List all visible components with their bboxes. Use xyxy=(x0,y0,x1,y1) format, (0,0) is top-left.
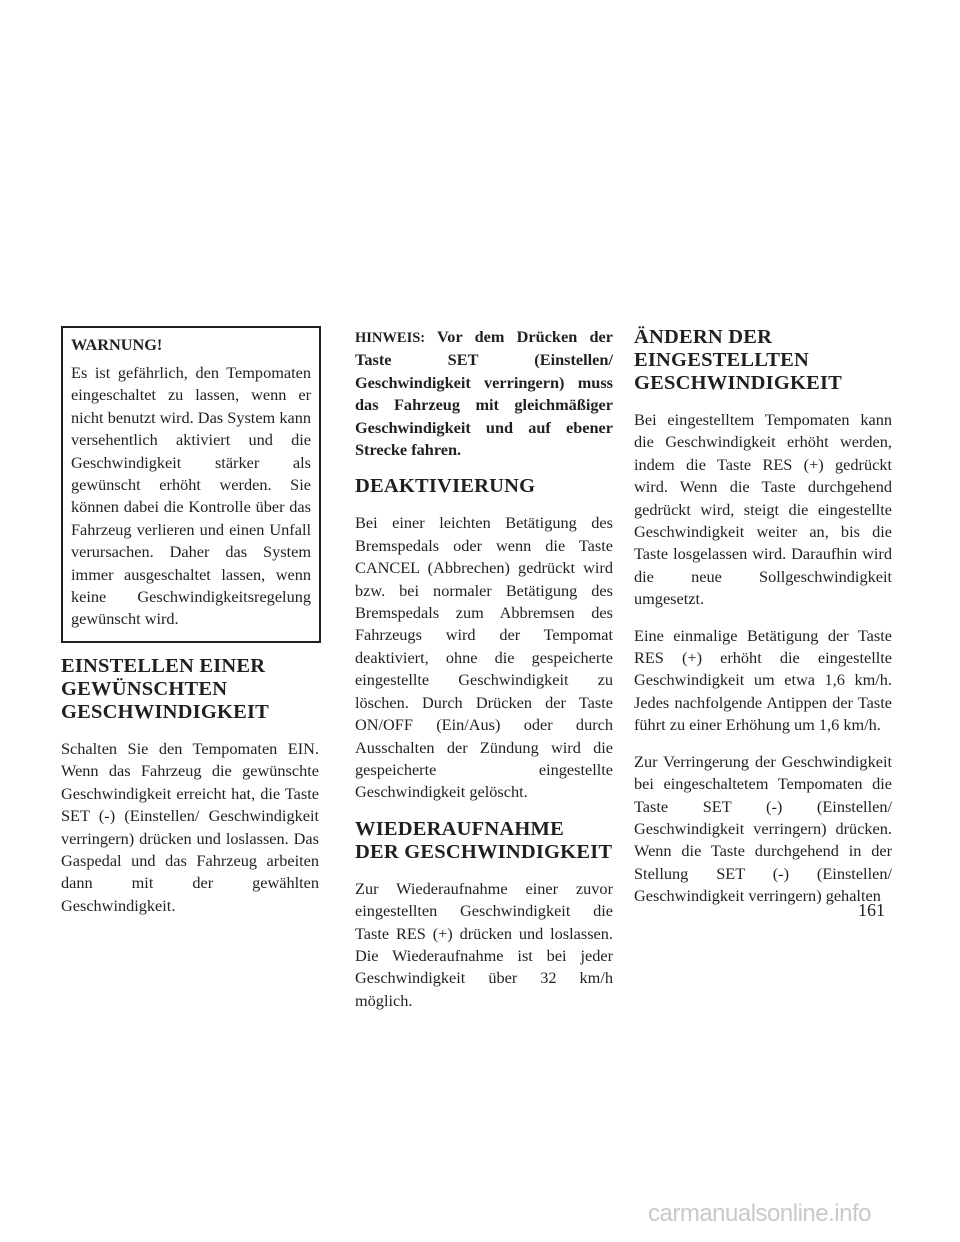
heading-deactivation: DEAKTIVIERUNG xyxy=(355,475,536,498)
paragraph-resume-speed: Zur Wiederaufnahme einer zuvor eingestellten Geschwindigkeit die Taste RES (+) drücken und loslassen. Die Wiederaufnahme ist bei jeder Geschwindigkeit über 32 km/h möglich. xyxy=(355,878,613,1010)
note-label: HINWEIS: xyxy=(355,330,426,346)
watermark: carmanualsonline.info xyxy=(648,1200,871,1227)
page-number: 161 xyxy=(858,900,885,920)
heading-set-speed: EINSTELLEN EINER GEWÜNSCHTEN GESCHWINDIGKEIT xyxy=(61,654,270,723)
column-3 xyxy=(634,326,892,922)
heading-resume-speed: WIEDERAUFNAHME DER GESCHWINDIGKEIT xyxy=(355,817,613,863)
paragraph-change-speed-1: Bei eingestelltem Tempomaten kann die Geschwindigkeit erhöht werden, indem die Taste RES (+) gedrückt wird. Wenn die Taste durchgehend gedrückt wird, steigt die eingestellte Geschwindigkeit weiter an, bis die Taste losgelassen wird. Daraufhin wird die neue Sollgeschwindigkeit umgesetzt. xyxy=(634,410,892,609)
column-2 xyxy=(355,326,613,1026)
note-text: Vor dem Drücken der Taste SET (Einstellen/ Geschwindigkeit verringern) muss das Fahrzeug mit gleichmäßiger Geschwindigkeit und auf ebener Strecke fahren. xyxy=(355,327,614,460)
warning-text: Es ist gefährlich, den Tempomaten eingeschaltet zu lassen, wenn er nicht benutzt wird. Das System kann versehentlich aktiviert und die Geschwindigkeit stärker als gewünscht erhöht werden. Sie können dabei die Kontrolle über das Fahrzeug verlieren und einen Unfall verursachen. Daher das System immer ausgeschaltet lassen, wenn keine Geschwindigkeitsregelung gewünscht wird. xyxy=(71,363,311,629)
warning-title: WARNUNG! xyxy=(71,335,163,354)
paragraph-change-speed-2: Eine einmalige Betätigung der Taste RES (+) erhöht die eingestellte Geschwindigkeit um etwa 1,6 km/h. Jedes nachfolgende Antippen der Taste führt zu einer Erhöhung um 1,6 km/h. xyxy=(634,625,892,735)
note-paragraph xyxy=(355,326,613,461)
paragraph-change-speed-3: Zur Verringerung der Geschwindigkeit bei eingeschaltetem Tempomaten die Taste SET (-) (Einstellen/ Geschwindigkeit verringern) drücken. Wenn die Taste durchgehend in der Stellung SET (-) (Einstellen/ Geschwindigkeit verringern) gehalten xyxy=(634,751,892,906)
paragraph-deactivation: Bei einer leichten Betätigung des Bremspedals oder wenn die Taste CANCEL (Abbrechen) gedrückt wird bzw. bei normaler Betätigung des Bremspedals zum Abbremsen des Fahrzeugs wird der Tempomat deaktiviert, ohne die gespeicherte eingestellte Geschwindigkeit zu löschen. Durch Drücken der Taste ON/OFF (Ein/Aus) oder durch Ausschalten der Zündung wird die gespeicherte eingestellte Geschwindigkeit gelöscht. xyxy=(355,513,613,802)
column-1 xyxy=(61,326,319,931)
paragraph-set-speed: Schalten Sie den Tempomaten EIN. Wenn das Fahrzeug die gewünschte Geschwindigkeit erreicht hat, die Taste SET (-) (Einstellen/ Geschwindigkeit verringern) drücken und loslassen. Das Gaspedal und das Fahrzeug arbeiten dann mit der gewählten Geschwindigkeit. xyxy=(61,738,319,915)
warning-box xyxy=(61,326,321,643)
heading-change-speed: ÄNDERN DER EINGESTELLTEN GESCHWINDIGKEIT xyxy=(634,326,843,394)
